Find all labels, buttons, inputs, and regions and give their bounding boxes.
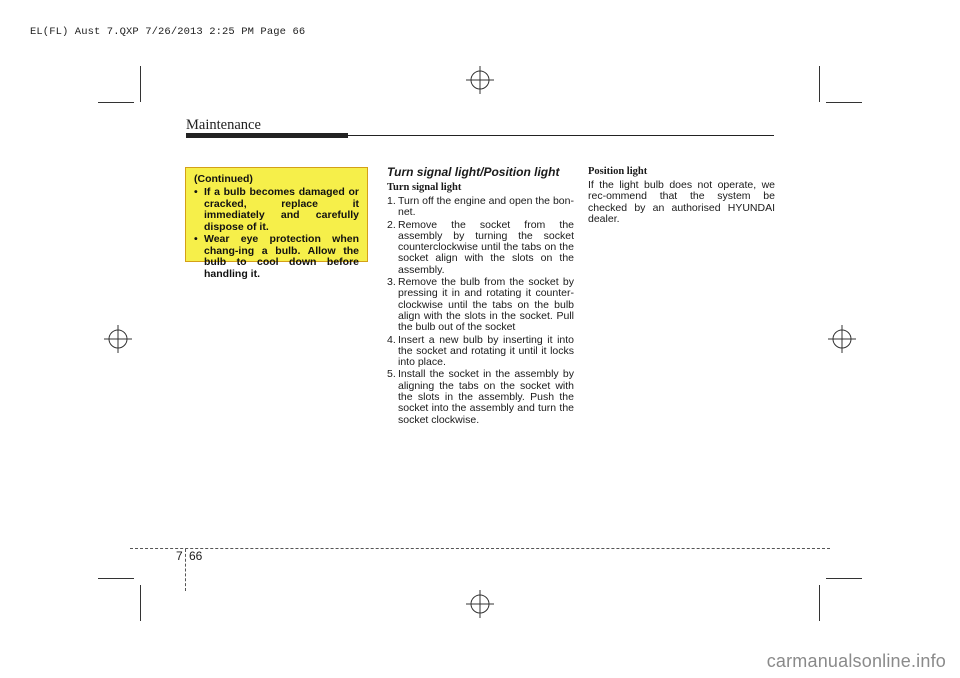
crop-mark-bottom-left-h [98, 578, 134, 579]
warning-item: • If a bulb becomes damaged or cracked, replace it immediately and carefully dispose of it. [194, 186, 359, 233]
position-light-column [588, 166, 775, 225]
registration-mark-right-icon [828, 325, 856, 353]
step-number: 4. [387, 333, 396, 346]
position-light-text: If the light bulb does not operate, we rec-ommend that the system be checked by an authorised HYUNDAI dealer. [588, 179, 775, 225]
bullet-icon: • [194, 233, 198, 245]
header-rule-bar [186, 133, 348, 138]
crop-mark-top-left-h [98, 102, 134, 103]
registration-mark-left-icon [104, 325, 132, 353]
printer-slug: EL(FL) Aust 7.QXP 7/26/2013 2:25 PM Page 66 [30, 26, 306, 38]
crop-mark-bottom-left-v [140, 585, 141, 621]
warning-box [185, 167, 368, 280]
warning-continued-label: (Continued) [194, 173, 253, 185]
step-number: 1. [387, 195, 396, 207]
procedure-step: 5. Install the socket in the assembly by aligning the tabs on the socket with the slots in the assembly. Push the socket into the assembly and turn the socket clockwise. [387, 368, 574, 426]
step-number: 2. [387, 218, 396, 231]
step-number: 3. [387, 276, 396, 289]
warning-list [194, 187, 359, 280]
bullet-icon: • [194, 186, 198, 198]
procedure-step: 1. Turn off the engine and open the bon-net. [387, 195, 574, 219]
header-rule-line [348, 135, 774, 136]
section-title: Maintenance [186, 117, 261, 133]
procedure-step: 2. Remove the socket from the assembly by turning the socket counterclockwise until the tabs on the socket align with the slots on the assembly. [387, 218, 574, 276]
position-light-heading: Position light [588, 166, 648, 177]
crop-mark-top-left-v [140, 66, 141, 102]
step-number: 5. [387, 368, 396, 381]
registration-mark-top-icon [466, 66, 494, 94]
procedure-step: 4. Insert a new bulb by inserting it into the socket and rotating it until it locks into place. [387, 333, 574, 369]
crop-mark-bottom-right-v [819, 585, 820, 621]
procedure-subheading: Turn signal light [387, 182, 462, 193]
footer-rule [130, 548, 830, 549]
footer-divider [185, 549, 186, 591]
page-number: 66 [189, 549, 203, 563]
procedure-column [387, 166, 574, 427]
chapter-number: 7 [176, 549, 183, 563]
crop-mark-top-right-v [819, 66, 820, 102]
registration-mark-bottom-icon [466, 590, 494, 618]
procedure-heading: Turn signal light/Position light [387, 165, 560, 179]
warning-item: • Wear eye protection when chang-ing a bulb. Allow the bulb to cool down before handling it. [194, 233, 359, 280]
crop-mark-bottom-right-h [826, 578, 862, 579]
crop-mark-top-right-h [826, 102, 862, 103]
procedure-step: 3. Remove the bulb from the socket by pressing it in and rotating it counter-clockwise until the tabs on the bulb align with the slots in the socket. Pull the bulb out of the socket [387, 276, 574, 334]
procedure-steps [387, 196, 574, 426]
watermark: carmanualsonline.info [766, 651, 946, 671]
